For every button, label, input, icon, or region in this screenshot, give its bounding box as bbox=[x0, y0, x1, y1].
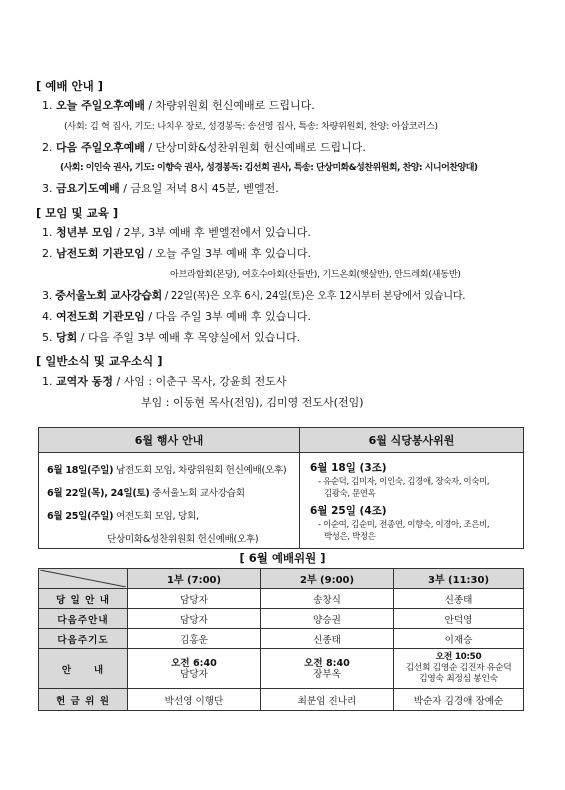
table-row bbox=[39, 629, 524, 649]
item-heading: 남전도회 기관모임 bbox=[56, 247, 145, 260]
worship-committee-table bbox=[38, 568, 524, 711]
dining-group-line: - 유순덕, 김미자, 이인숙, 김경애, 장숙자, 이숙미, bbox=[318, 476, 490, 486]
meeting-item-2 bbox=[42, 245, 311, 261]
item-text: / 차량위원회 헌신예배로 드립니다. bbox=[144, 99, 315, 112]
item-text: / 다음 주일 3부 예배 후 목양실에서 있습니다. bbox=[77, 331, 301, 344]
events-cell bbox=[39, 453, 300, 549]
corner-cell bbox=[39, 569, 128, 589]
item-heading: 교역자 동정 bbox=[56, 375, 113, 388]
meeting-item-1 bbox=[42, 224, 311, 240]
news-section-title: [ 일반소식 및 교우소식 ] bbox=[36, 354, 163, 368]
worship-item-1-note: (사회: 김 혁 집사, 기도: 나치우 장로, 성경봉독: 송선영 집사, 특송: 차량위원회, 찬양: 아삽코러스) bbox=[64, 121, 438, 132]
item-heading: 청년부 모임 bbox=[56, 226, 113, 239]
meeting-item-3 bbox=[42, 287, 465, 303]
table-cell: 담당자 bbox=[128, 589, 261, 609]
table-cell: 송창식 bbox=[261, 589, 394, 609]
item-heading: 금요기도예배 bbox=[56, 182, 120, 195]
dining-header: 6월 식당봉사위원 bbox=[300, 428, 524, 453]
worship-item-2-note: (사회: 이인숙 권사, 기도: 이향숙 권사, 성경봉독: 김선희 권사, 특송: 단상미화&성찬위원회, 찬양: 시니어찬양대) bbox=[60, 163, 478, 173]
table-cell: 양승권 bbox=[261, 609, 394, 629]
item-number: 3. bbox=[42, 182, 53, 195]
dining-group-title: 6월 18일 (3조) bbox=[310, 462, 387, 474]
table-cell: 박순자 김경애 장예순 bbox=[394, 689, 524, 711]
dining-group-line: 김광숙, 문연옥 bbox=[324, 488, 376, 498]
item-text: / 다음 주일 3부 예배 후 있습니다. bbox=[144, 310, 312, 323]
table-cell: 박선영 이행단 bbox=[128, 689, 261, 711]
worship-item-3 bbox=[42, 180, 279, 196]
item-heading: 중서울노회 교사강습회 bbox=[55, 289, 162, 302]
diagonal-line-icon bbox=[40, 570, 126, 587]
col-header: 1부 (7:00) bbox=[128, 569, 261, 589]
table-cell: 오전 10:50 김선희 김영순 김진자 유순덕 김영숙 최정심 봉인숙 bbox=[394, 649, 524, 689]
table-cell: 이재승 bbox=[394, 629, 524, 649]
table-cell: 최분임 진나리 bbox=[261, 689, 394, 711]
meeting-section-title: [ 모임 및 교육 ] bbox=[36, 206, 119, 220]
meeting-item-2-note: 아브라함회(본당), 여호수아회(산들반), 기드온회(햇살반), 안드레회(새동반) bbox=[170, 269, 461, 280]
item-number: 1. bbox=[42, 99, 53, 112]
event-row: 6월 18일(주일) 남전도회 모임, 차량위원회 헌신예배(오후) bbox=[47, 465, 287, 476]
worship-section-title: [ 예배 안내 ] bbox=[36, 79, 103, 93]
table-cell: 김홍운 bbox=[128, 629, 261, 649]
item-number: 4. bbox=[42, 310, 53, 323]
table-cell: 담당자 bbox=[128, 609, 261, 629]
item-text: / 오늘 주일 3부 예배 후 있습니다. bbox=[144, 247, 312, 260]
news-item-1 bbox=[42, 373, 287, 389]
item-text: / 2부, 3부 예배 후 벧엘전에서 있습니다. bbox=[112, 226, 311, 239]
event-row: 6월 22일(목), 24일(토) 중서울노회 교사강습회 bbox=[47, 488, 245, 499]
news-item-1-line2: 부임 : 이동현 목사(전임), 김미영 전도사(전임) bbox=[141, 396, 364, 409]
item-number: 5. bbox=[42, 331, 53, 344]
dining-group-line: 박성은, 박정은 bbox=[324, 531, 376, 541]
item-text: / 금요일 저녁 8시 45분, 벧엘전. bbox=[119, 182, 279, 195]
worship-item-1 bbox=[42, 97, 315, 113]
item-number: 3. bbox=[42, 289, 52, 302]
col-header: 2부 (9:00) bbox=[261, 569, 394, 589]
events-dining-table bbox=[38, 427, 524, 549]
item-heading: 당회 bbox=[56, 331, 78, 344]
item-number: 2. bbox=[42, 247, 53, 260]
meeting-item-5 bbox=[42, 329, 300, 345]
events-header: 6월 행사 안내 bbox=[39, 428, 300, 453]
item-heading: 여전도회 기관모임 bbox=[56, 310, 145, 323]
table-cell: 오전 6:40 담당자 bbox=[128, 649, 261, 689]
row-label: 다음주안내 bbox=[39, 609, 128, 629]
worship-committee-title: [ 6월 예배위원 ] bbox=[239, 551, 326, 565]
table-row bbox=[39, 689, 524, 711]
table-cell: 신종태 bbox=[261, 629, 394, 649]
item-text: / 단상미화&성찬위원회 헌신예배로 드립니다. bbox=[144, 141, 366, 154]
dining-group-title: 6월 25일 (4조) bbox=[310, 505, 387, 517]
item-heading: 오늘 주일오후예배 bbox=[56, 99, 145, 112]
row-label: 다음주기도 bbox=[39, 629, 128, 649]
table-cell: 안덕영 bbox=[394, 609, 524, 629]
dining-group-line: - 이순여, 김순미, 전종연, 이향숙, 이경아, 조은비, bbox=[318, 519, 490, 529]
item-heading: 다음 주일오후예배 bbox=[56, 141, 145, 154]
item-text: / 22일(목)은 오후 6시, 24일(토)은 오후 12시부터 본당에서 있습니다. bbox=[161, 291, 466, 302]
event-extra: 단상미화&성찬위원회 헌신예배(오후) bbox=[107, 534, 259, 545]
col-header: 3부 (11:30) bbox=[394, 569, 524, 589]
table-row bbox=[39, 609, 524, 629]
event-row: 6월 25일(주일) 여전도회 모임, 당회, bbox=[47, 511, 199, 522]
item-number: 1. bbox=[42, 226, 53, 239]
table-row bbox=[39, 649, 524, 689]
dining-cell bbox=[300, 453, 524, 549]
table-cell: 오전 8:40 장부옥 bbox=[261, 649, 394, 689]
meeting-item-4 bbox=[42, 308, 311, 324]
row-label: 헌 금 위 원 bbox=[39, 689, 128, 711]
row-label: 안 내 bbox=[39, 649, 128, 689]
worship-item-2 bbox=[42, 139, 366, 155]
item-number: 1. bbox=[42, 375, 53, 388]
table-row bbox=[39, 589, 524, 609]
item-text: / 사임 : 이춘구 목사, 강윤희 전도사 bbox=[112, 375, 287, 388]
row-label: 당 일 안 내 bbox=[39, 589, 128, 609]
table-cell: 신종태 bbox=[394, 589, 524, 609]
item-number: 2. bbox=[42, 141, 53, 154]
